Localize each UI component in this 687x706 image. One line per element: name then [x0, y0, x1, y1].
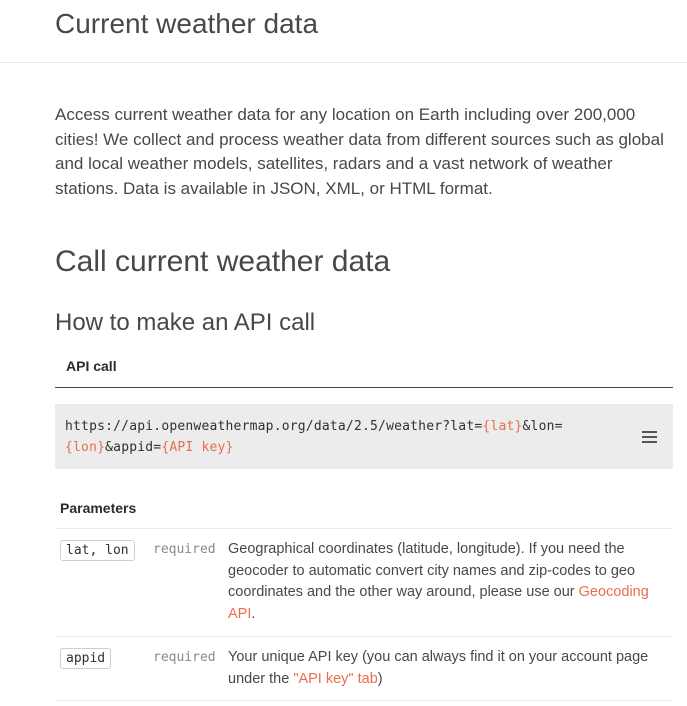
code-lon-param: &lon= [522, 419, 563, 434]
code-prefix: https://api.openweathermap.org/data/2.5/weather?lat= [65, 419, 483, 434]
geocoding-api-link[interactable]: Geocoding API [228, 584, 649, 622]
param-required-appid: required [153, 650, 216, 665]
row-divider [55, 636, 673, 637]
code-lon-var: {lon} [65, 440, 106, 455]
param-desc-appid [228, 647, 673, 690]
param-desc-lat-lon [228, 539, 673, 625]
api-call-header: API call [66, 358, 117, 374]
param-desc-appid-end: ) [377, 670, 383, 687]
api-call-divider [55, 387, 673, 388]
title-divider [0, 62, 687, 63]
parameters-divider [55, 528, 673, 529]
code-key-var: {API key} [161, 440, 234, 455]
page-title: Current weather data [55, 8, 319, 39]
intro-paragraph: Access current weather data for any location on Earth including over 200,000 cities! We collect and process weather data from different sources such as global and local weather models, satellites, radars and a vast network of weather stations. Data is available in JSON, XML, or HTML format. [55, 105, 664, 198]
param-desc-lat-lon-end: . [251, 605, 256, 622]
param-desc-appid-text: Your unique API key (you can always find it on your account page under the [228, 649, 649, 687]
param-required-lat-lon: required [153, 542, 216, 557]
api-call-code-block [55, 404, 673, 469]
param-desc-lat-lon-text: Geographical coordinates (latitude, longitude). If you need the geocoder to automatic convert city names and zip-codes to geo coordinates and the other way around, please use our [228, 541, 636, 600]
code-appid-param: &appid= [105, 440, 162, 455]
section-title: Call current weather data [55, 245, 391, 278]
api-key-tab-link[interactable]: "API key" tab [293, 670, 378, 687]
section-subtitle: How to make an API call [55, 309, 316, 336]
parameters-header: Parameters [60, 500, 137, 516]
param-name-appid: appid [60, 648, 111, 669]
hamburger-menu-icon[interactable] [642, 431, 657, 443]
row-divider [55, 700, 673, 701]
code-lat-var: {lat} [482, 419, 523, 434]
param-name-lat-lon: lat, lon [60, 540, 135, 561]
api-call-code [65, 416, 625, 458]
